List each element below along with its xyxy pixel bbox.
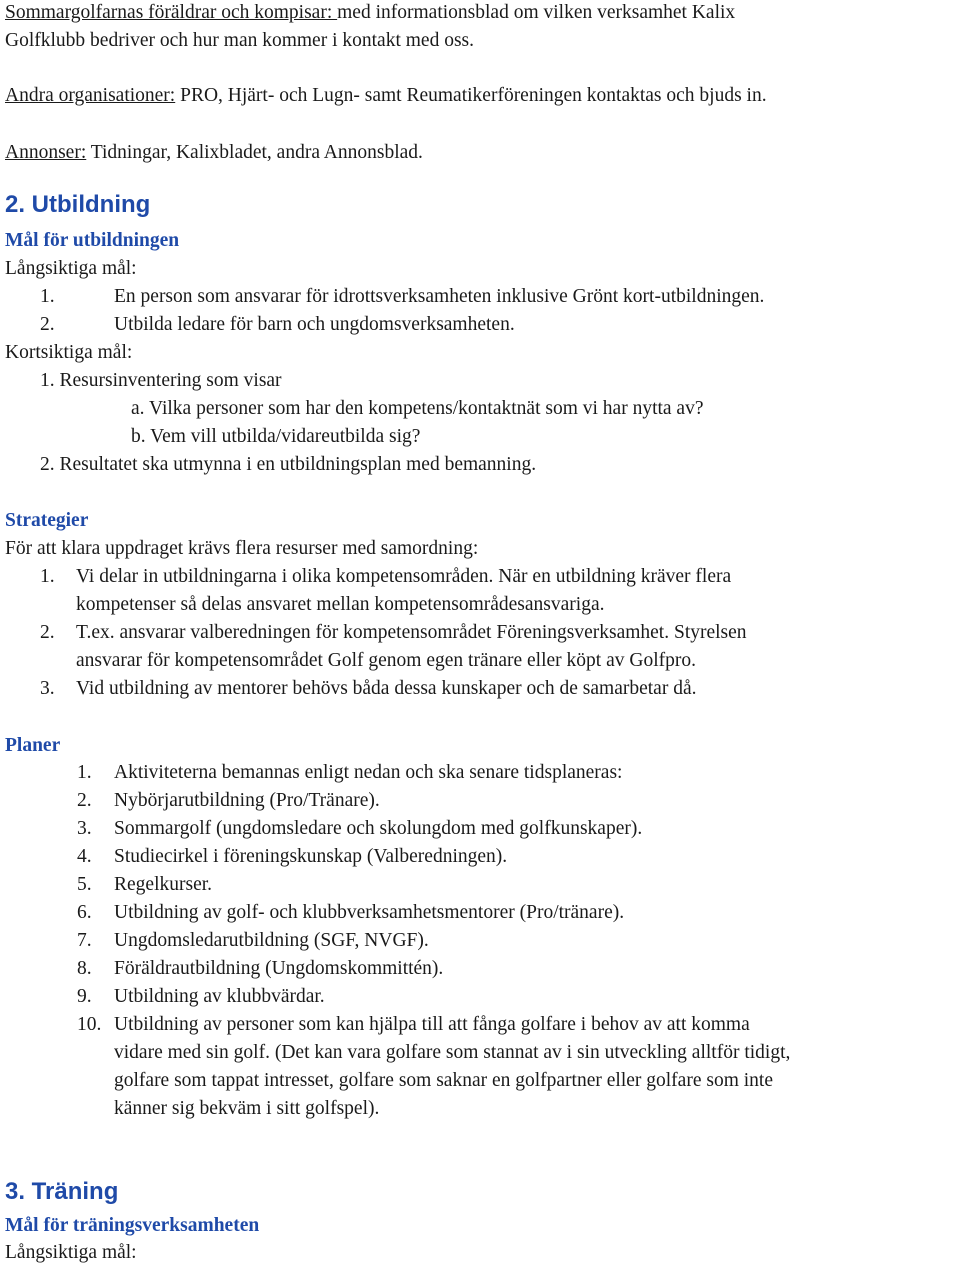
plan-10-line-1: Utbildning av personer som kan hjälpa till att fånga golfare i behov av att komma (114, 1014, 750, 1035)
plan-10-number: 10. (77, 1014, 102, 1035)
strategy-3-line-1: Vid utbildning av mentorer behövs båda dessa kunskaper och de samarbetar då. (76, 678, 697, 699)
short-term-goals-label: Kortsiktiga mål: (5, 342, 133, 363)
plan-7-text: Ungdomsledarutbildning (SGF, NVGF). (114, 930, 429, 951)
other-organisations-text: PRO, Hjärt- och Lugn- samt Reumatikerföreningen kontaktas och bjuds in. (175, 85, 767, 106)
plan-8-text: Föräldrautbildning (Ungdomskommittén). (114, 958, 444, 979)
plan-9-number: 9. (77, 986, 92, 1007)
long-term-goals-label: Långsiktiga mål: (5, 258, 137, 279)
plan-5-number: 5. (77, 874, 92, 895)
section-3-heading: 3. Träning (5, 1178, 119, 1205)
strategy-2-line-1: T.ex. ansvarar valberedningen för kompetensområdet Föreningsverksamhet. Styrelsen (76, 622, 747, 643)
ads-label: Annonser: (5, 142, 87, 163)
short-goal-1a: a. Vilka personer som har den kompetens/kontaktnät som vi har nytta av? (131, 398, 704, 419)
training-goals-heading: Mål för träningsverksamheten (5, 1215, 260, 1236)
ads-text: Tidningar, Kalixbladet, andra Annonsblad. (86, 142, 423, 163)
plan-9-text: Utbildning av klubbvärdar. (114, 986, 325, 1007)
plan-1-number: 1. (77, 762, 92, 783)
plan-4-text: Studiecirkel i föreningskunskap (Valberedningen). (114, 846, 508, 867)
parents-friends-label: Sommargolfarnas föräldrar och kompisar: (5, 2, 338, 23)
intro-line-1-text: med informationsblad om vilken verksamhet Kalix (337, 2, 736, 23)
short-goal-1: 1. Resursinventering som visar (40, 370, 282, 391)
section-3-long-term-goals-label: Långsiktiga mål: (5, 1242, 137, 1263)
plan-10-line-2: vidare med sin golf. (Det kan vara golfare som stannat av i sin utveckling alltför tidigt, (114, 1042, 791, 1063)
long-goal-2-text: Utbilda ledare för barn och ungdomsverksamheten. (114, 314, 515, 335)
section-2-heading: 2. Utbildning (5, 191, 151, 218)
short-goal-2: 2. Resultatet ska utmynna i en utbildningsplan med bemanning. (40, 454, 537, 475)
long-goal-2-number: 2. (40, 314, 55, 335)
plan-7-number: 7. (77, 930, 92, 951)
long-goal-1-text: En person som ansvarar för idrottsverksamheten inklusive Grönt kort-utbildningen. (114, 286, 765, 307)
other-organisations-line (5, 83, 767, 109)
strategy-1-line-2: kompetenser så delas ansvaret mellan kompetensområdesansvariga. (76, 594, 605, 615)
intro-line-1 (5, 0, 735, 26)
other-organisations-label: Andra organisationer: (5, 85, 176, 106)
short-goal-1b: b. Vem vill utbilda/vidareutbilda sig? (131, 426, 421, 447)
long-goal-1-number: 1. (40, 286, 55, 307)
strategies-heading: Strategier (5, 510, 89, 531)
ads-line (5, 140, 423, 166)
plan-6-text: Utbildning av golf- och klubbverksamhetsmentorer (Pro/tränare). (114, 902, 625, 923)
plan-8-number: 8. (77, 958, 92, 979)
strategy-2-number: 2. (40, 622, 55, 643)
plan-1-text: Aktiviteterna bemannas enligt nedan och ska senare tidsplaneras: (114, 762, 623, 783)
plan-4-number: 4. (77, 846, 92, 867)
plan-10-line-3: golfare som tappat intresset, golfare som saknar en golfpartner eller golfare som inte (114, 1070, 773, 1091)
education-goals-heading: Mål för utbildningen (5, 230, 180, 251)
strategy-1-line-1: Vi delar in utbildningarna i olika kompetensområden. När en utbildning kräver flera (76, 566, 732, 587)
plan-2-text: Nybörjarutbildning (Pro/Tränare). (114, 790, 380, 811)
plan-2-number: 2. (77, 790, 92, 811)
intro-line-2: Golfklubb bedriver och hur man kommer i kontakt med oss. (5, 30, 474, 51)
plans-heading: Planer (5, 735, 61, 756)
strategies-intro: För att klara uppdraget krävs flera resurser med samordning: (5, 538, 479, 559)
plan-6-number: 6. (77, 902, 92, 923)
strategy-2-line-2: ansvarar för kompetensområdet Golf genom egen tränare eller köpt av Golfpro. (76, 650, 696, 671)
plan-5-text: Regelkurser. (114, 874, 213, 895)
strategy-3-number: 3. (40, 678, 55, 699)
plan-10-line-4: känner sig bekväm i sitt golfspel). (114, 1098, 380, 1119)
strategy-1-number: 1. (40, 566, 55, 587)
plan-3-text: Sommargolf (ungdomsledare och skolungdom med golfkunskaper). (114, 818, 643, 839)
plan-3-number: 3. (77, 818, 92, 839)
